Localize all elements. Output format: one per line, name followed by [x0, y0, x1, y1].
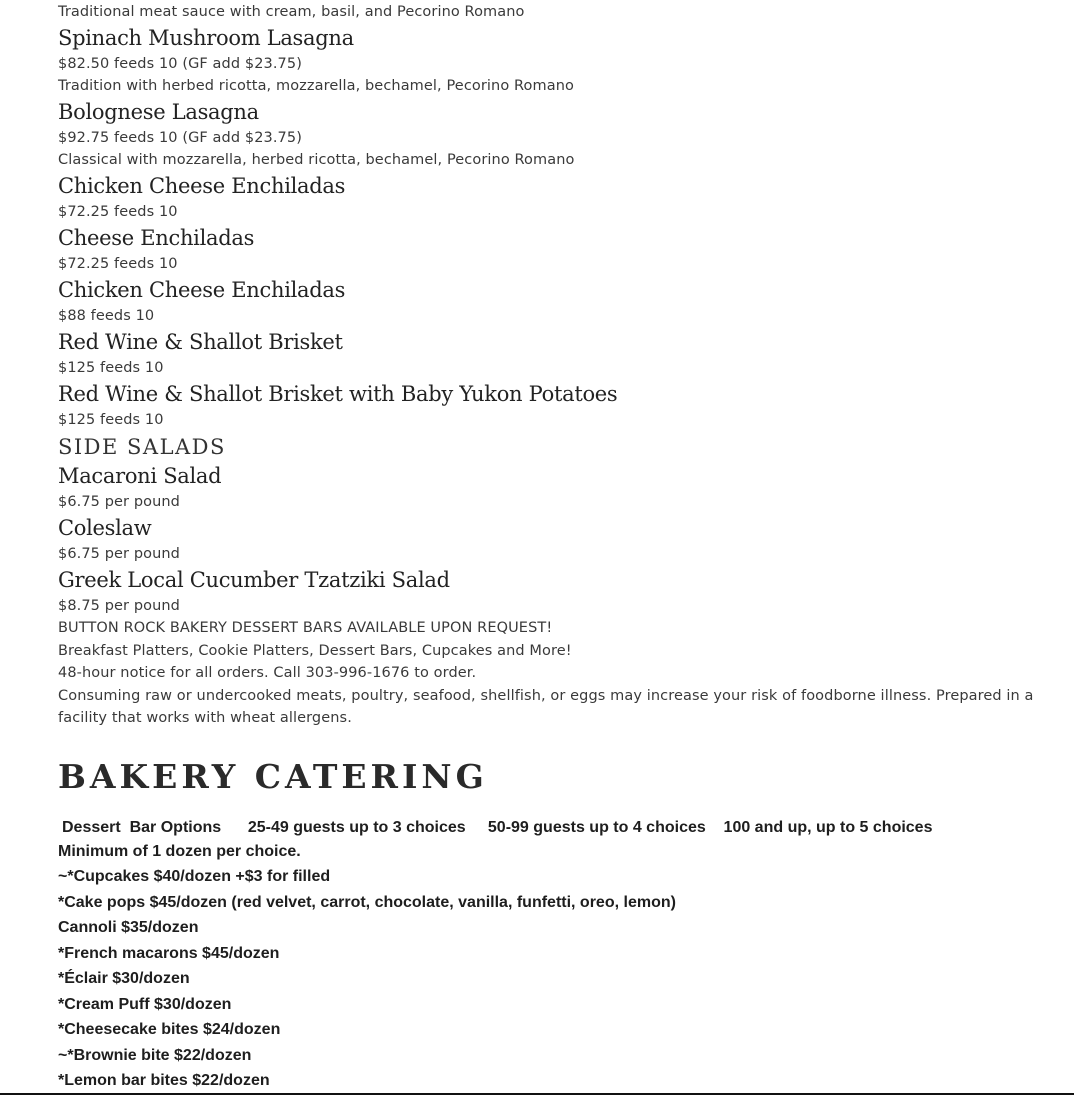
- bakery-item: ~*Brownie bite $22/dozen: [58, 1046, 252, 1064]
- item-description: Classical with mozzarella, herbed ricotta, bechamel, Pecorino Romano: [58, 152, 575, 168]
- notes-block: [58, 617, 1048, 730]
- item-price: $72.25 feeds 10: [58, 256, 178, 272]
- bakery-item: *Cake pops $45/dozen (red velvet, carrot, chocolate, vanilla, funfetti, oreo, lemon): [58, 893, 676, 911]
- entree-item: [58, 223, 1048, 275]
- dessert-bar-options: Dessert Bar Options 25-49 guests up to 3 choices 50-99 guests up to 4 choices 100 and up, up to 5 choices: [62, 818, 933, 836]
- item-name: Coleslaw: [58, 516, 152, 540]
- item-name: Chicken Cheese Enchiladas: [58, 174, 346, 198]
- item-price: $92.75 feeds 10 (GF add $23.75): [58, 130, 302, 146]
- bakery-item: ~*Cupcakes $40/dozen +$3 for filled: [58, 868, 331, 885]
- bakery-item: *French macarons $45/dozen: [58, 944, 280, 962]
- minimum-order-note: Minimum of 1 dozen per choice.: [58, 842, 301, 860]
- salad-item: [58, 565, 1048, 617]
- item-price: $6.75 per pound: [58, 494, 180, 510]
- note-platters: Breakfast Platters, Cookie Platters, Dessert Bars, Cupcakes and More!: [58, 642, 572, 659]
- item-name: Macaroni Salad: [58, 464, 222, 488]
- item-price: $82.50 feeds 10 (GF add $23.75): [58, 56, 302, 72]
- bakery-item-list: [58, 864, 1048, 1094]
- item-name: Chicken Cheese Enchiladas: [58, 278, 346, 302]
- item-description: Traditional meat sauce with cream, basil, and Pecorino Romano: [58, 4, 525, 20]
- salad-item: [58, 513, 1048, 565]
- entree-item: [58, 327, 1048, 379]
- item-name: Spinach Mushroom Lasagna: [58, 26, 354, 50]
- bakery-item: *Lemon bar bites $22/dozen: [58, 1072, 270, 1089]
- item-name: Red Wine & Shallot Brisket: [58, 330, 343, 354]
- item-price: $72.25 feeds 10: [58, 204, 178, 220]
- entree-item: [58, 275, 1048, 327]
- salad-item: [58, 461, 1048, 513]
- item-price: $88 feeds 10: [58, 308, 155, 324]
- bakery-item: *Cream Puff $30/dozen: [58, 995, 232, 1013]
- note-order-notice: 48-hour notice for all orders. Call 303-996-1676 to order.: [58, 665, 477, 681]
- entree-item: [58, 23, 1048, 97]
- menu-page: [58, 0, 1048, 1094]
- bakery-catering-heading: BAKERY CATERING: [58, 756, 488, 796]
- bottom-divider: [0, 1093, 1074, 1095]
- section-heading-side-salads: SIDE SALADS: [58, 435, 226, 459]
- item-name: Greek Local Cucumber Tzatziki Salad: [58, 568, 450, 592]
- item-name: Red Wine & Shallot Brisket with Baby Yukon Potatoes: [58, 382, 618, 406]
- bakery-item: *Cheesecake bites $24/dozen: [58, 1021, 281, 1038]
- note-dessert-bars: BUTTON ROCK BAKERY DESSERT BARS AVAILABLE UPON REQUEST!: [58, 620, 553, 636]
- item-price: $8.75 per pound: [58, 598, 180, 614]
- bakery-item: Cannoli $35/dozen: [58, 919, 199, 936]
- item-description: Tradition with herbed ricotta, mozzarella, bechamel, Pecorino Romano: [58, 78, 574, 94]
- note-food-safety: Consuming raw or undercooked meats, poultry, seafood, shellfish, or eggs may increase your risk of foodborne illness. Prepared in a facility that works with wheat allergens.: [58, 687, 1034, 726]
- item-price: $125 feeds 10: [58, 412, 164, 428]
- item-price: $6.75 per pound: [58, 546, 180, 562]
- item-name: Bolognese Lasagna: [58, 100, 259, 124]
- item-name: Cheese Enchiladas: [58, 226, 255, 250]
- entree-item: [58, 97, 1048, 171]
- entree-item: [58, 171, 1048, 223]
- bakery-item: *Éclair $30/dozen: [58, 970, 190, 987]
- item-price: $125 feeds 10: [58, 360, 164, 376]
- entree-item: [58, 379, 1048, 431]
